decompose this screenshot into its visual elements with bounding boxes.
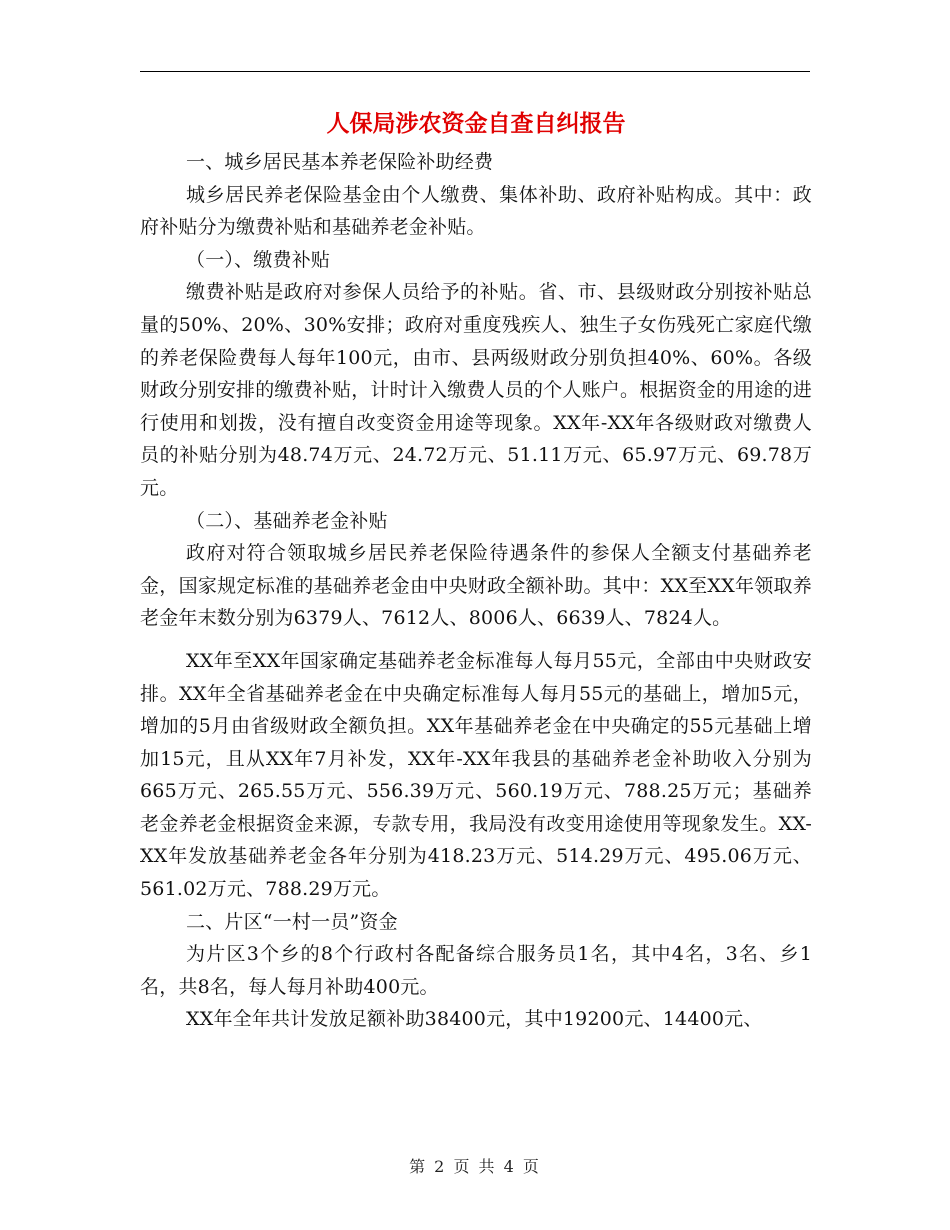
document-body (140, 106, 812, 1036)
page-number-footer: 第 2 页 共 4 页 (409, 1157, 541, 1176)
document-title: 人保局涉农资金自查自纠报告 (326, 111, 626, 137)
paragraph-gap (140, 635, 812, 645)
section-2-paragraph-2: XX年全年共计发放足额补助38400元，其中19200元、14400元、 (186, 1008, 763, 1031)
subsection-2-heading: （二）、基础养老金补贴 (186, 509, 388, 532)
section-1-heading: 一、城乡居民基本养老保险补助经费 (186, 151, 494, 173)
section-1-paragraph-1: 城乡居民养老保险基金由个人缴费、集体补助、政府补贴构成。其中：政府补贴分为缴费补贴和基础养老金补贴。 (140, 183, 812, 239)
header-rule (140, 71, 810, 72)
subsection-1-heading: （一）、缴费补贴 (186, 248, 331, 271)
subsection-1-paragraph: 缴费补贴是政府对参保人员给予的补贴。省、市、县级财政分别按补贴总量的50%、20%、30%安排；政府对重度残疾人、独生子女伤残死亡家庭代缴的养老保险费每人每年100元，由市、县两级财政分别负担40%、60%。各级财政分别安排的缴费补贴，计时计入缴费人员的个人账户。根据资金的用途的进行使用和划拨，没有擅自改变资金用途等现象。XX年-XX年各级财政对缴费人员的补贴分别为48.74万元、24.72万元、51.11万元、65.97万元、69.78万元。 (140, 281, 813, 499)
section-2-heading: 二、片区“一村一员”资金 (186, 910, 398, 933)
subsection-2-paragraph-1: 政府对符合领取城乡居民养老保险待遇条件的参保人全额支付基础养老金，国家规定标准的基础养老金由中央财政全额补助。其中：XX至XX年领取养老金年末数分别为6379人、7612人、8006人、6639人、7824人。 (140, 542, 812, 630)
subsection-2-paragraph-2: XX年至XX年国家确定基础养老金标准每人每月55元，全部由中央财政安排。XX年全省基础养老金在中央确定标准每人每月55元的基础上，增加5元，增加的5月由省级财政全额负担。XX年基础养老金在中央确定的55元基础上增加15元，且从XX年7月补发，XX年-XX年我县的基础养老金补助收入分别为665万元、265.55万元、556.39万元、560.19万元、788.25万元；基础养老金养老金根据资金来源，专款专用，我局没有改变用途使用等现象发生。XX-XX年发放基础养老金各年分别为418.23万元、514.29万元、495.06万元、561.02万元、788.29万元。 (140, 649, 812, 901)
section-2-paragraph-1: 为片区3个乡的8个行政村各配备综合服务员1名，其中4名，3名、乡1名，共8名，每人每月补助400元。 (140, 943, 812, 998)
